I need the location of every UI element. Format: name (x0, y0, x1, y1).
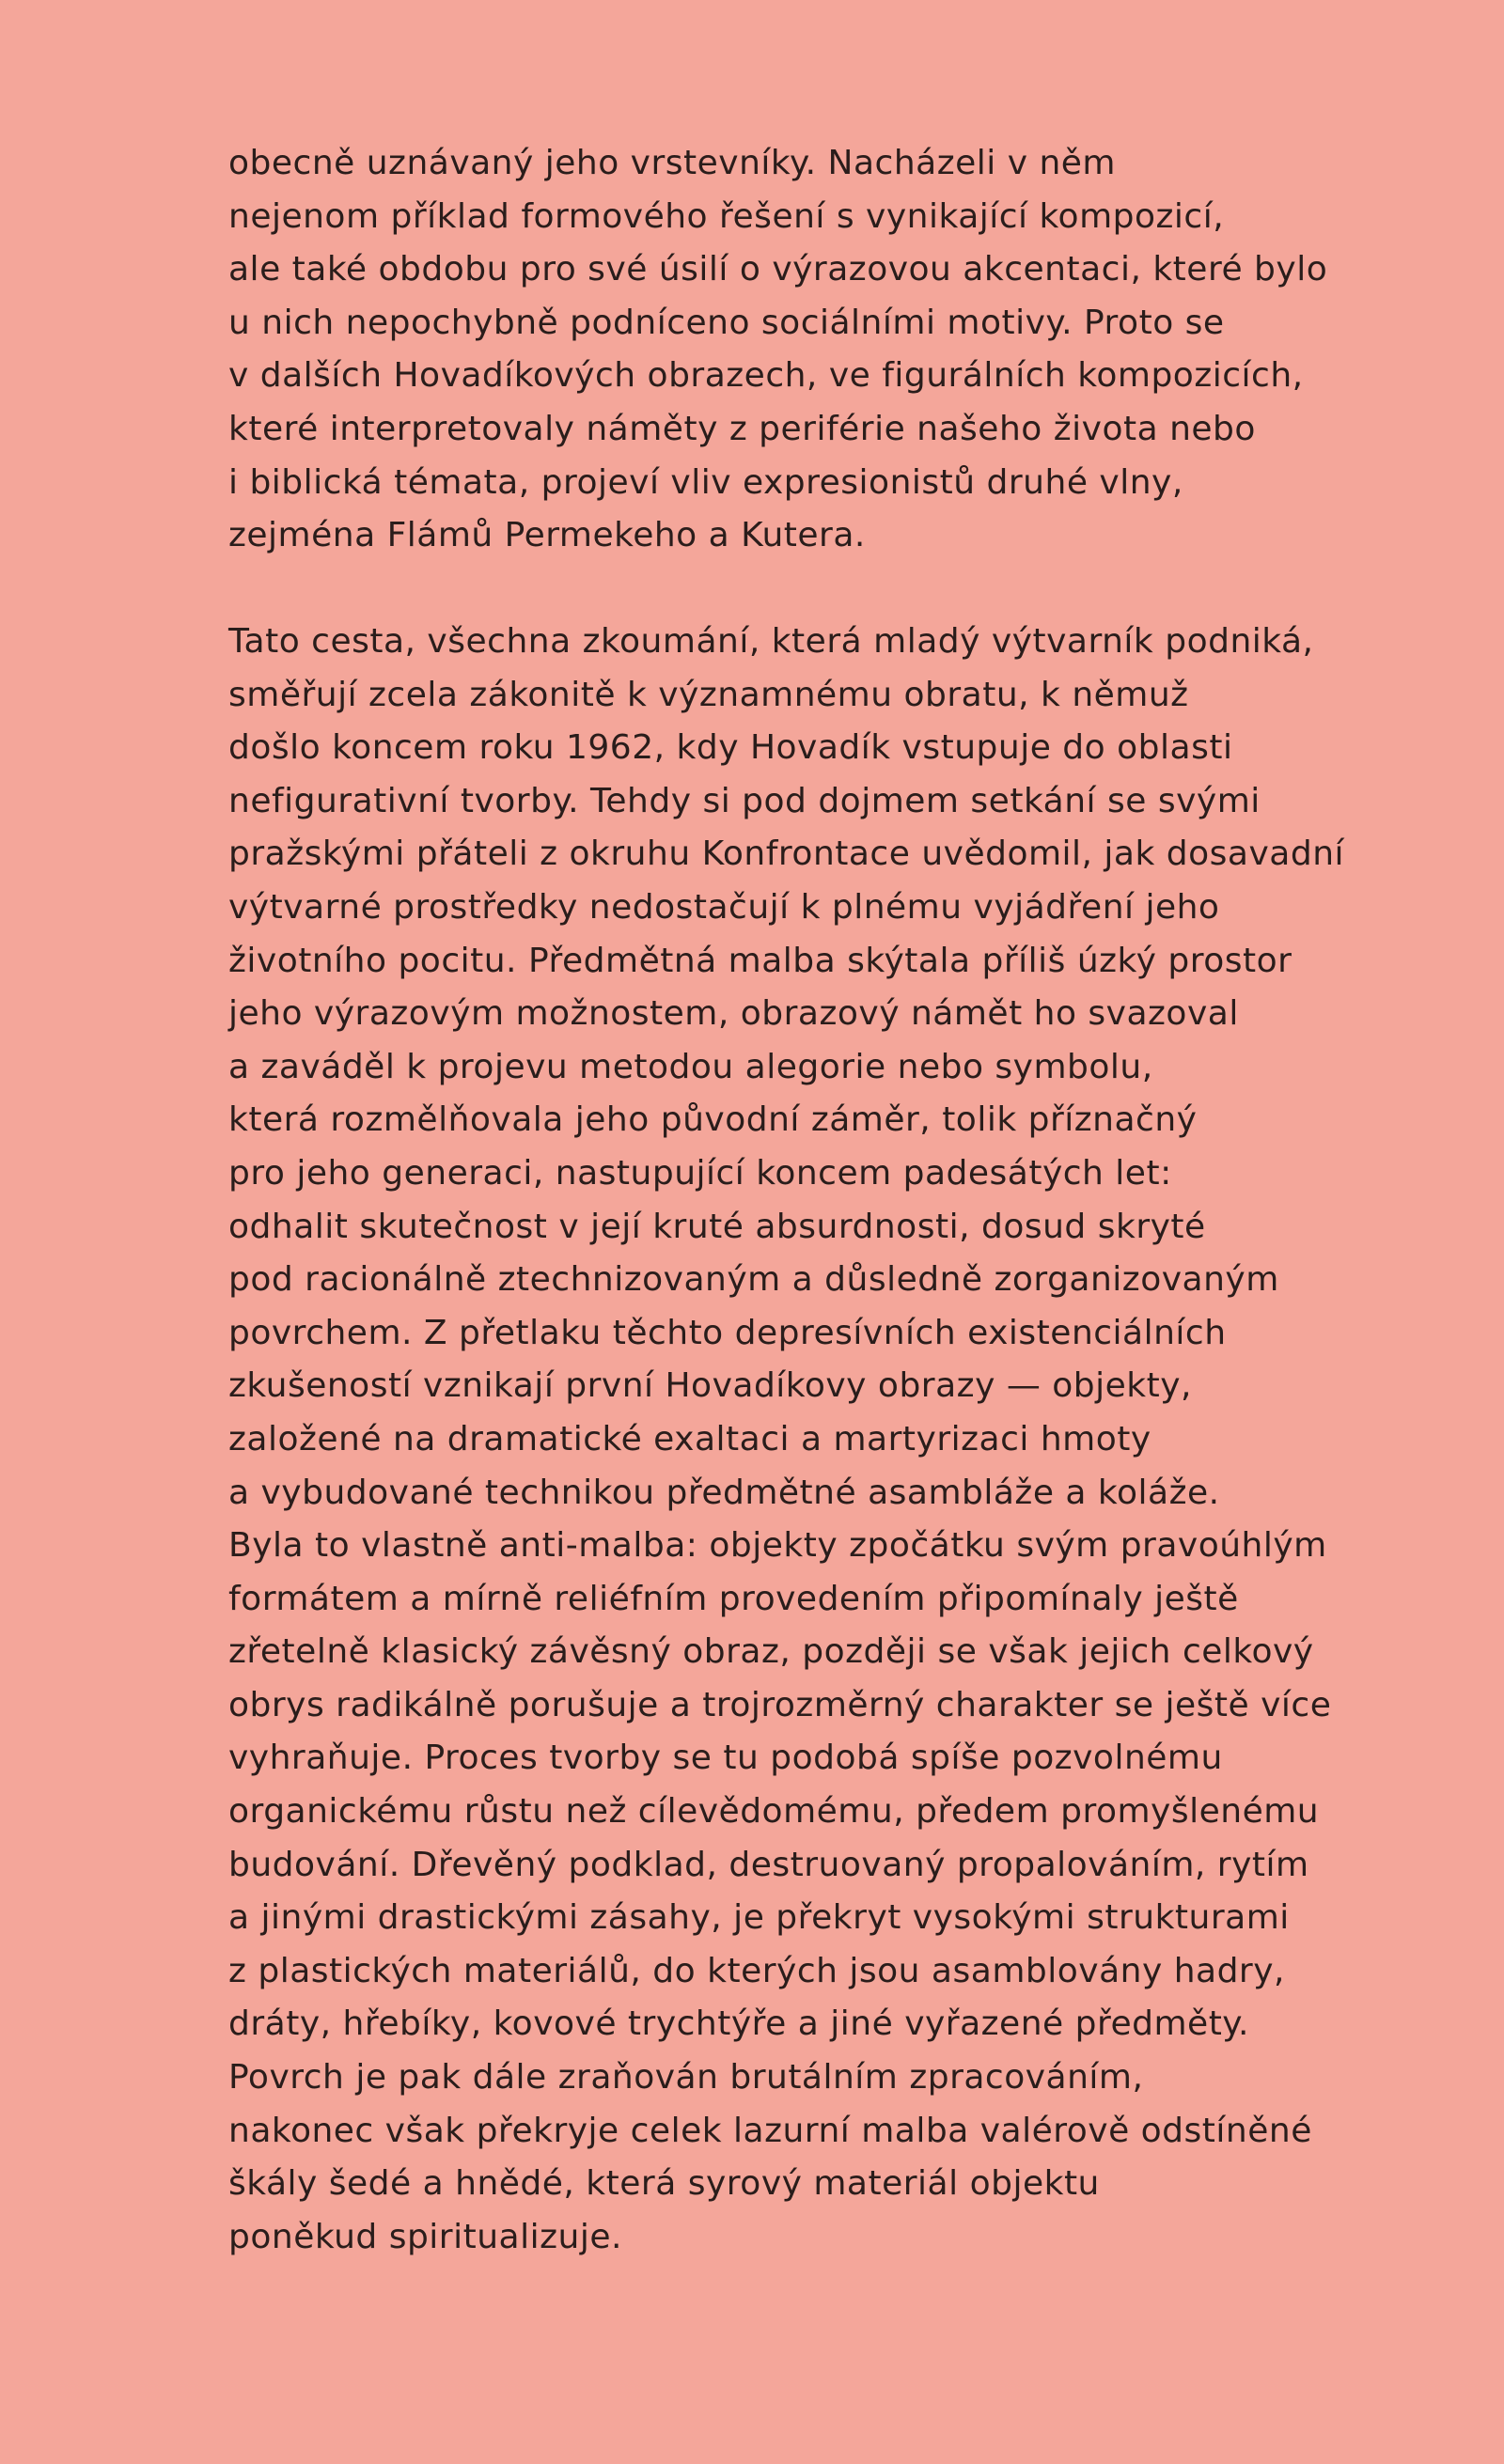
text-line: odhalit skutečnost v její kruté absurdnosti, dosud skryté (228, 1207, 1206, 1246)
text-line: Byla to vlastně anti-malba: objekty zpočátku svým pravoúhlým (228, 1526, 1327, 1566)
text-line: a zaváděl k projevu metodou alegorie nebo symbolu, (228, 1047, 1153, 1086)
text-line: pod racionálně ztechnizovaným a důsledně zorganizovaným (228, 1260, 1279, 1300)
text-line: u nich nepochybně podníceno sociálními motivy. Proto se (228, 303, 1225, 342)
text-line: Povrch je pak dále zraňován brutálním zpracováním, (228, 2058, 1144, 2098)
text-line: pro jeho generaci, nastupující koncem padesátých let: (228, 1153, 1172, 1193)
text-line: v dalších Hovadíkových obrazech, ve figurálních kompozicích, (228, 356, 1304, 396)
text-line: zejména Flámů Permekeho a Kutera. (228, 516, 866, 555)
text-line: budování. Dřevěný podklad, destruovaný propalováním, rytím (228, 1845, 1309, 1884)
text-line: zkušeností vznikají první Hovadíkovy obrazy — objekty, (228, 1366, 1192, 1406)
text-line: nefigurativní tvorby. Tehdy si pod dojmem setkání se svými (228, 781, 1261, 820)
text-line: směřují zcela zákonitě k významnému obratu, k němuž (228, 675, 1189, 714)
text-line: nejenom příklad formového řešení s vynikající kompozicí, (228, 196, 1225, 236)
text-line: došlo koncem roku 1962, kdy Hovadík vstupuje do oblasti (228, 728, 1233, 768)
text-line: výtvarné prostředky nedostačují k plnému vyjádření jeho (228, 887, 1220, 927)
text-line: které interpretovaly náměty z periférie našeho života nebo (228, 409, 1256, 448)
text-line: jeho výrazovým možnostem, obrazový námět ho svazoval (228, 994, 1239, 1034)
text-line: která rozmělňovala jeho původní záměr, tolik příznačný (228, 1100, 1198, 1140)
paragraph-2 (228, 616, 1403, 2264)
text-line: škály šedé a hnědé, která syrový materiál objektu (228, 2164, 1100, 2204)
text-line: poněkud spiritualizuje. (228, 2217, 622, 2256)
text-line: zřetelně klasický závěsný obraz, později se však jejich celkový (228, 1632, 1314, 1672)
text-line: Tato cesta, všechna zkoumání, která mladý výtvarník podniká, (228, 622, 1314, 661)
text-line: obecně uznávaný jeho vrstevníky. Nacházeli v něm (228, 144, 1116, 182)
text-line: nakonec však překryje celek lazurní malba valérově odstíněné (228, 2111, 1312, 2150)
text-line: pražskými přáteli z okruhu Konfrontace uvědomil, jak dosavadní (228, 834, 1345, 874)
text-line: dráty, hřebíky, kovové trychtýře a jiné vyřazené předměty. (228, 2004, 1249, 2044)
text-line: založené na dramatické exaltaci a martyrizaci hmoty (228, 1419, 1152, 1458)
text-line: formátem a mírně reliéfním provedením připomínaly ještě (228, 1579, 1239, 1618)
paragraph-1 (228, 137, 1403, 563)
text-line: vyhraňuje. Proces tvorby se tu podobá spíše pozvolnému (228, 1739, 1223, 1778)
text-line: z plastických materiálů, do kterých jsou asamblovány hadry, (228, 1951, 1285, 1990)
text-line: organickému růstu než cílevědomému, předem promyšlenému (228, 1792, 1320, 1832)
text-line: životního pocitu. Předmětná malba skýtala příliš úzký prostor (228, 941, 1292, 980)
text-line: a jinými drastickými zásahy, je překryt vysokými strukturami (228, 1898, 1290, 1938)
text-line: a vybudované technikou předmětné asambláže a koláže. (228, 1473, 1220, 1512)
text-line: povrchem. Z přetlaku těchto depresívních existenciálních (228, 1313, 1227, 1352)
text-line: obrys radikálně porušuje a trojrozměrný charakter se ještě více (228, 1685, 1332, 1724)
text-line: ale také obdobu pro své úsilí o výrazovou akcentaci, které bylo (228, 250, 1328, 289)
text-line: i biblická témata, projeví vliv expresionistů druhé vlny, (228, 462, 1183, 502)
